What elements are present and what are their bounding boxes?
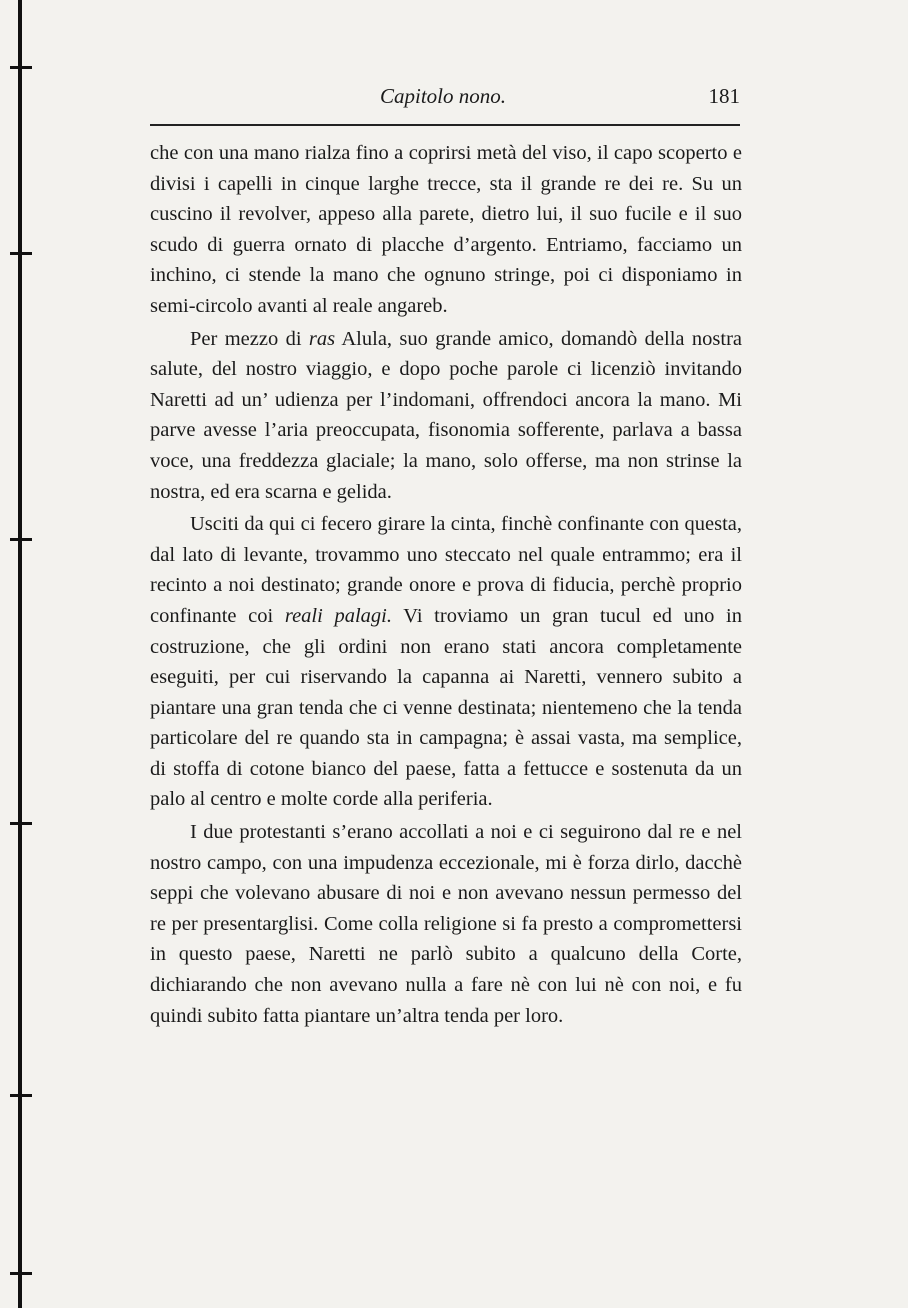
paragraph-text: Per mezzo di <box>190 327 309 350</box>
binding-mark <box>10 538 32 541</box>
header-rule <box>150 124 740 126</box>
paragraph <box>150 509 742 815</box>
binding-mark <box>10 1094 32 1097</box>
page-number: 181 <box>708 84 740 108</box>
paragraph <box>150 324 742 508</box>
body-text <box>150 138 742 1031</box>
binding-mark <box>10 1272 32 1275</box>
paragraph <box>150 138 742 322</box>
paragraph-text: che con una mano rialza fino a coprirsi metà del viso, il capo scoperto e divisi i capelli in cinque larghe trecce, sta il grande re dei re. Su un cuscino il revolver, appeso alla parete, dietro lui, il suo fucile e il suo scudo di guerra ornato di placche d’argento. Entriamo, facciamo un inchino, ci stende la mano che ognuno stringe, poi ci disponiamo in semi-circolo avanti al reale angareb. <box>150 142 742 317</box>
paragraph-text: I due protestanti s’erano accollati a noi e ci seguirono dal re e nel nostro campo, con una impudenza eccezionale, mi è forza dirlo, dacchè seppi che volevano abusare di noi e non avevano nessun permesso del re per presentarglisi. Come colla religione si fa presto a compromettersi in questo paese, Naretti ne parlò subito a qualcuno della Corte, dichiarando che non avevano nulla a fare nè con lui nè con noi, e fu quindi subito fatta piantare un’altra tenda per loro. <box>150 821 742 1027</box>
binding-mark <box>10 252 32 255</box>
page-binding-edge <box>18 0 22 1308</box>
italic-text: ras <box>308 327 336 350</box>
chapter-title: Capitolo nono. <box>380 84 507 108</box>
binding-mark <box>10 822 32 825</box>
paragraph <box>150 817 742 1031</box>
paragraph-text: Usciti da qui ci fecero girare la cinta, finchè confinante con questa, dal lato di levante, trovammo uno steccato nel quale entrammo; era il recinto a noi destinato; grande onore e prova di fiducia, perchè proprio confinante coi <box>150 513 742 627</box>
paragraph-text: Vi troviamo un gran tucul ed uno in costruzione, che gli ordini non erano stati ancora completamente eseguiti, per cui riservando la capanna ai Naretti, vennero subito a piantare una gran tenda che ci venne destinata; nientemeno che la tenda particolare del re quando sta in campagna; è assai vasta, ma semplice, di stoffa di cotone bianco del paese, fatta a fettucce e sostenuta da un palo al centro e molte corde alla periferia. <box>150 604 743 811</box>
binding-mark <box>10 66 32 69</box>
running-head <box>150 84 740 112</box>
paragraph-text: Alula, suo grande amico, domandò della nostra salute, del nostro viaggio, e dopo poche parole ci licenziò invitando Naretti ad un’ udienza per l’indomani, offrendoci ancora la mano. Mi parve avesse l’aria preoccupata, fisonomia sofferente, parlava a bassa voce, una freddezza glaciale; la mano, solo offerse, ma non strinse la nostra, ed era scarna e gelida. <box>150 327 742 503</box>
italic-text: reali palagi. <box>284 604 392 627</box>
